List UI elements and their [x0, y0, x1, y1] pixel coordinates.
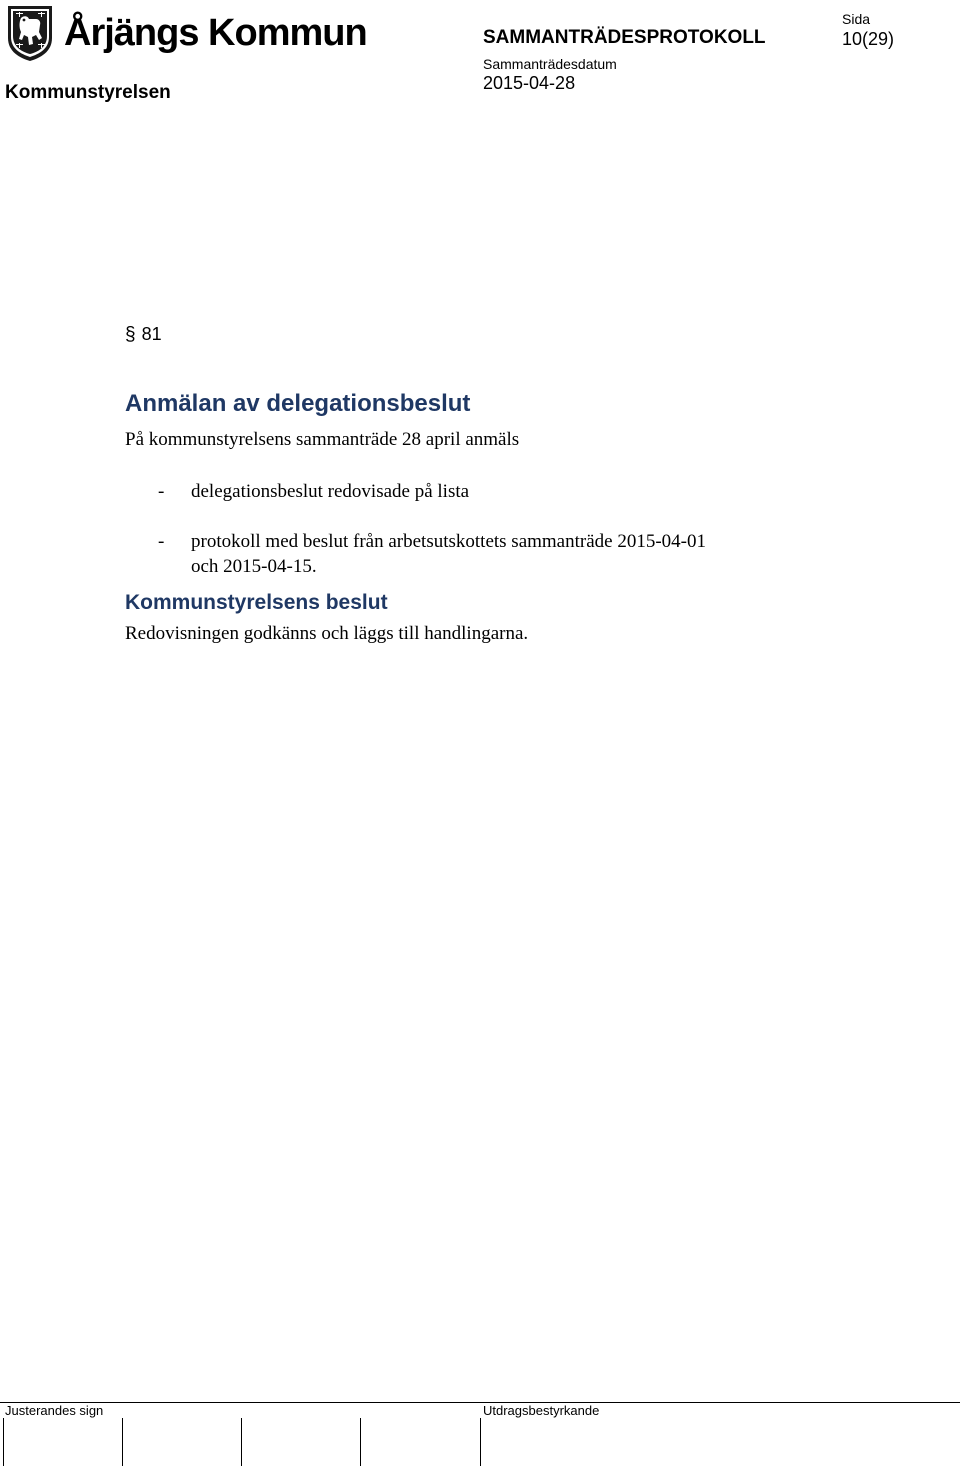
utdragsbestyrkande-label: Utdragsbestyrkande	[483, 1403, 600, 1418]
org-name: Årjängs Kommun	[64, 12, 367, 54]
page-number: 10(29)	[842, 29, 895, 49]
signature-box-divider	[122, 1418, 123, 1466]
signature-box-divider	[360, 1418, 361, 1466]
intro-text: På kommunstyrelsens sammanträde 28 april anmäls	[125, 429, 520, 450]
decision-heading: Kommunstyrelsens beslut	[125, 591, 388, 614]
page-label: Sida	[842, 11, 871, 27]
date-label: Sammanträdesdatum	[483, 56, 617, 72]
body-name: Kommunstyrelsen	[5, 82, 171, 103]
coat-of-arms-icon	[6, 4, 54, 62]
signature-box-divider	[3, 1418, 4, 1466]
signature-box-divider	[241, 1418, 242, 1466]
list-item-continuation: och 2015-04-15.	[191, 556, 317, 577]
section-number-value: 81	[141, 324, 162, 344]
section-number	[125, 322, 162, 347]
section-symbol: §	[125, 324, 136, 345]
page-title: Anmälan av delegationsbeslut	[125, 390, 471, 417]
list-item-dash: -	[158, 531, 165, 552]
list-item-dash: -	[158, 481, 165, 502]
justerande-sign-label: Justerandes sign	[5, 1403, 104, 1418]
signature-box-divider	[480, 1418, 481, 1466]
footer-divider	[0, 1402, 960, 1403]
list-item: delegationsbeslut redovisade på lista	[191, 481, 470, 502]
date-value: 2015-04-28	[483, 73, 576, 93]
decision-text: Redovisningen godkänns och läggs till handlingarna.	[125, 623, 529, 644]
list-item: protokoll med beslut från arbetsutskottets sammanträde 2015-04-01	[191, 531, 706, 552]
document-type: SAMMANTRÄDESPROTOKOLL	[483, 27, 766, 48]
